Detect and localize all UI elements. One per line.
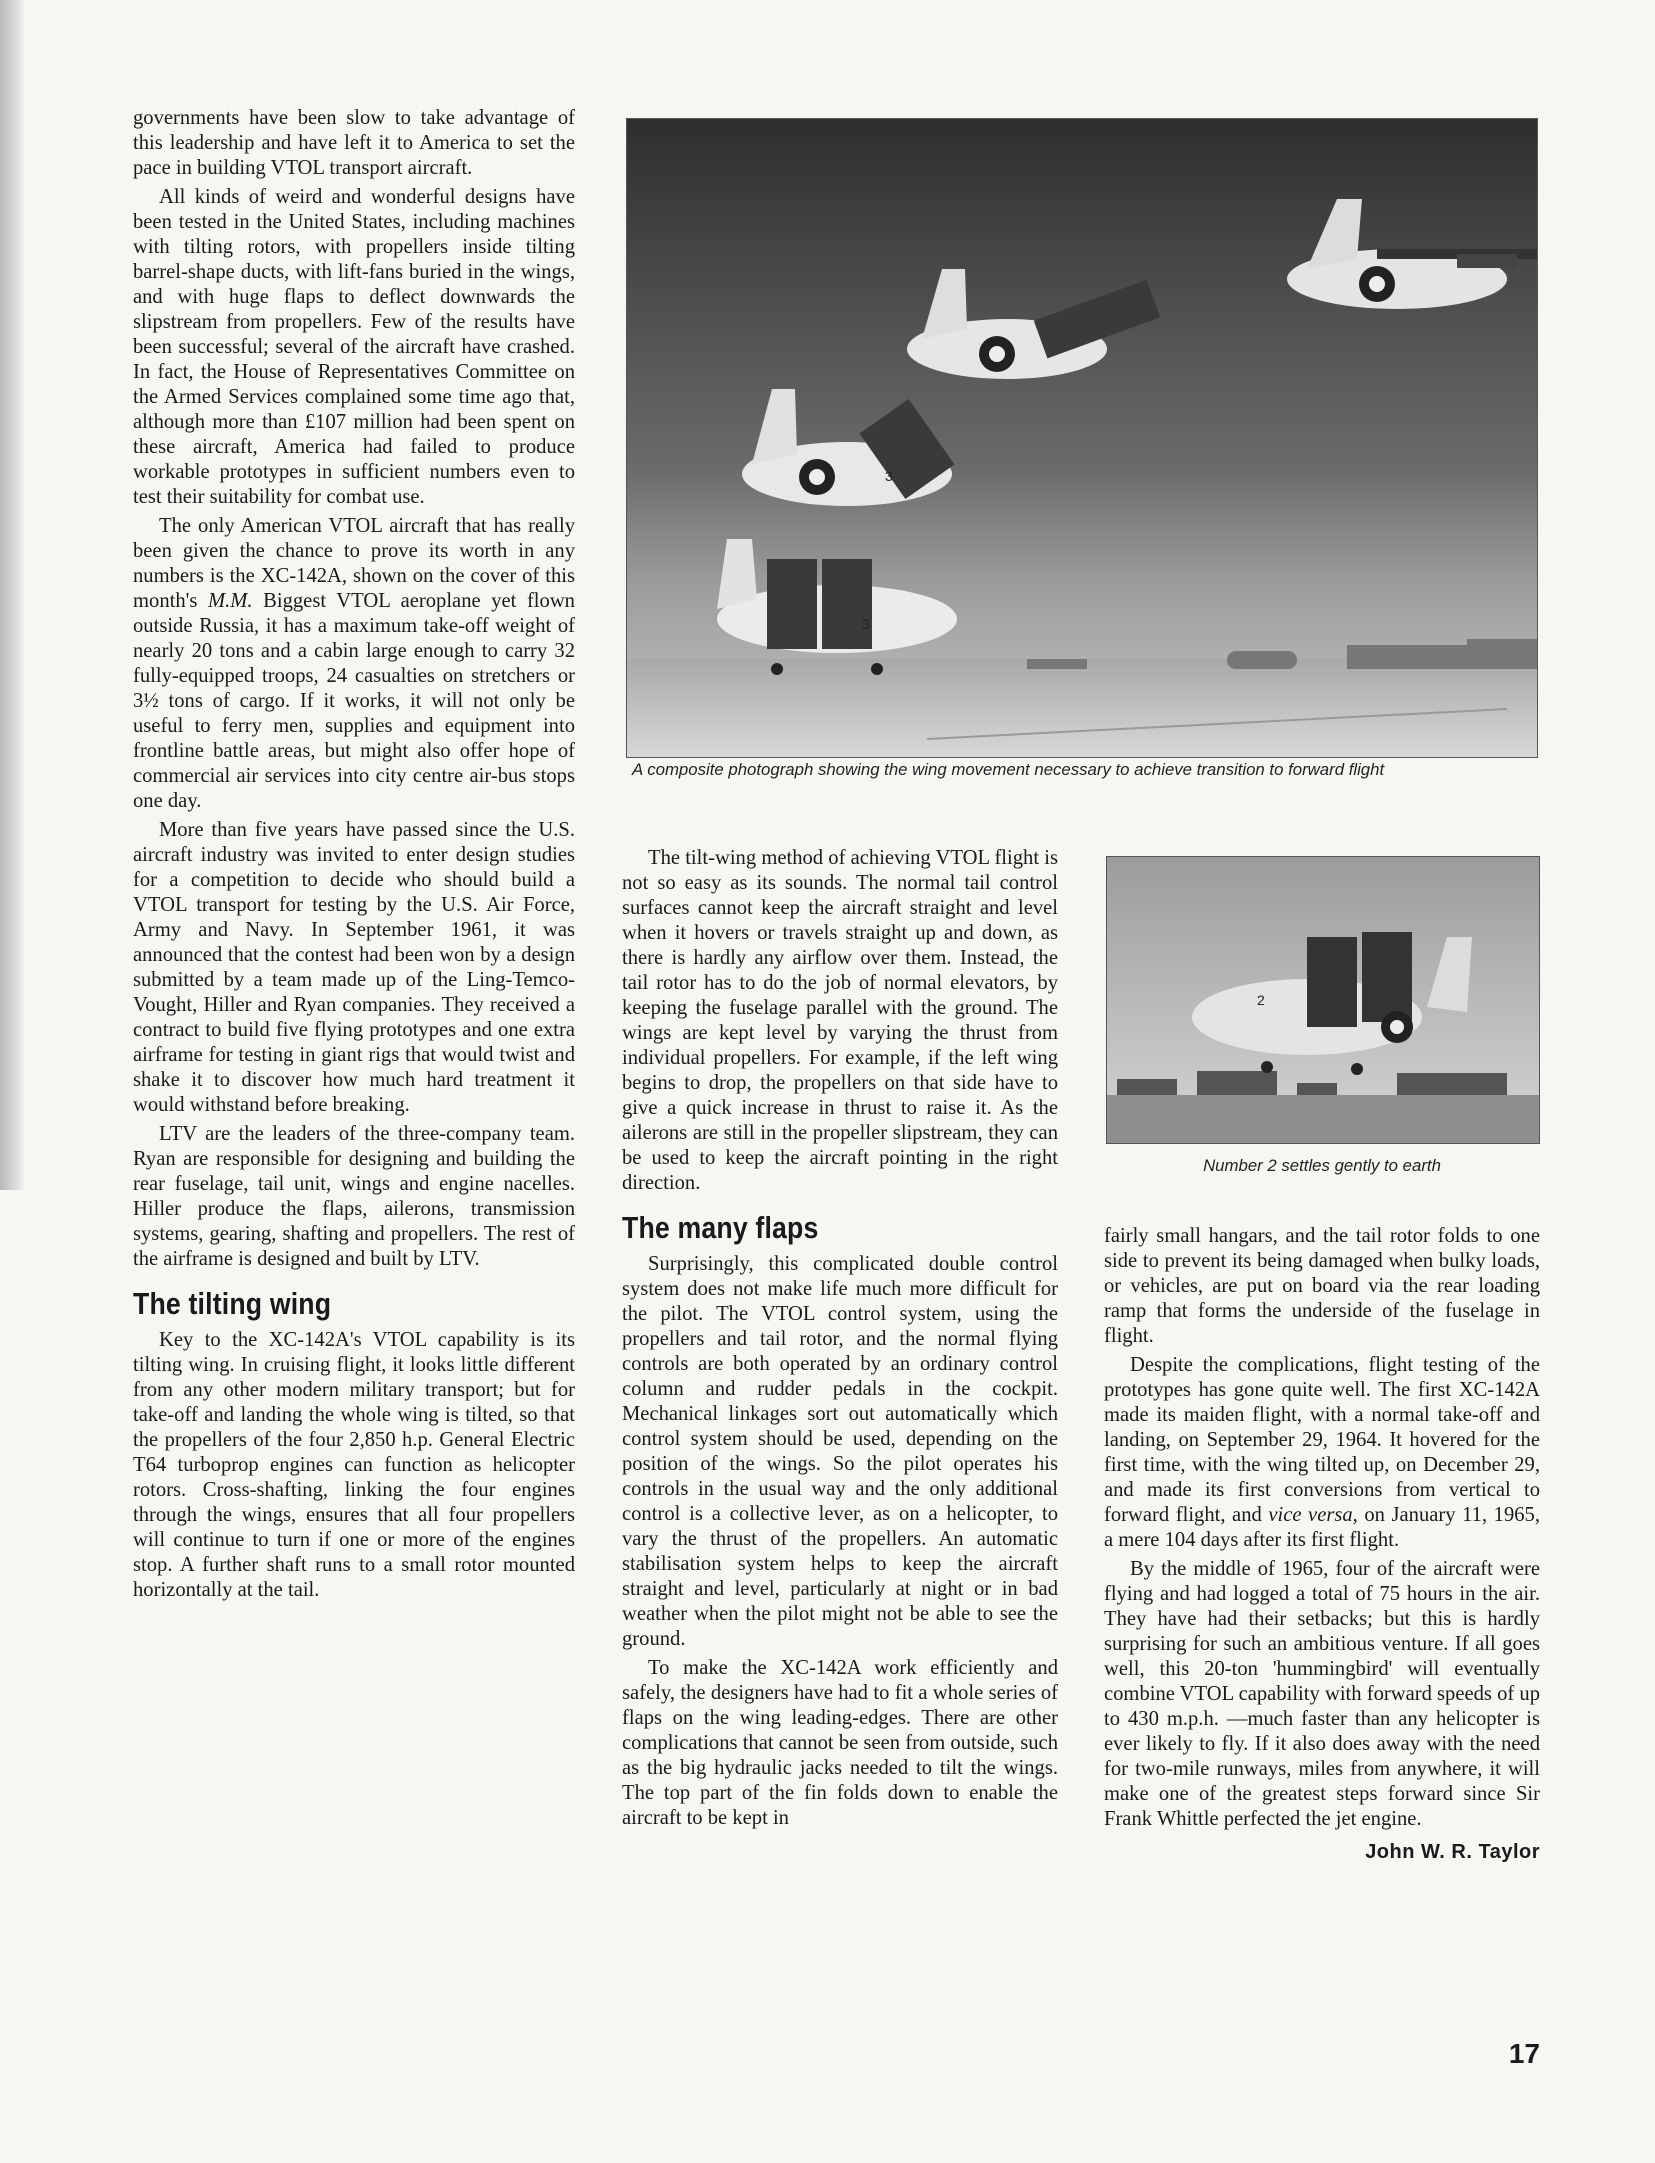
aircraft-number: 2 xyxy=(1257,992,1265,1008)
aircraft-number: 3 xyxy=(885,468,893,484)
paragraph: Key to the XC-142A's VTOL capability is its tilting wing. In cruising flight, it looks little different from any other modern military transport; but for take-off and landing the whole wing is tilted, so that the propellers of the four 2,850 h.p. General Electric T64 turboprop engines can function as helicopter rotors. Cross-shafting, linking the four engines through the wings, ensures that all four propellers will continue to turn if one or more of the engines stop. A further shaft runs to a small rotor mounted horizontally at the tail. xyxy=(133,1329,575,1601)
paragraph: governments have been slow to take advantage of this leadership and have left it to America to set the pace in building VTOL transport aircraft. xyxy=(133,107,575,179)
page-number: 17 xyxy=(1508,2038,1540,2069)
paragraph: Surprisingly, this complicated double control system does not make life much more difficult for the pilot. The VTOL control system, using the propellers and tail rotor, and the normal flying controls are both operated by an ordinary control column and rudder pedals in the cockpit. Mechanical linkages sort out automatically which control system should be used, depending on the position of the wings. So the pilot operates his controls in the usual way and the only additional control is a collective lever, as on a helicopter, to vary the thrust of the propellers. An automatic stabilisation system helps to keep the aircraft straight and level, particularly at night or in bad weather when the pilot might not be able to see the ground. xyxy=(622,1253,1058,1650)
paragraph: By the middle of 1965, four of the aircraft were flying and had logged a total of 75 hours in the air. They have had their setbacks; but this is hardly surprising for such an ambitious venture. If all goes well, this 20-ton 'hummingbird' will eventually combine VTOL capability with forward speeds of up to 430 m.p.h. —much faster than any helicopter is ever likely to fly. If it also does away with the need for two-mile runways, miles from anywhere, it will make one of the greatest steps forward since Sir Frank Whittle perfected the jet engine. xyxy=(1104,1558,1540,1830)
main-photo-caption: A composite photograph showing the wing movement necessary to achieve transition to forward flight xyxy=(632,760,1385,779)
paragraph: The tilt-wing method of achieving VTOL flight is not so easy as its sounds. The normal tail control surfaces cannot keep the aircraft straight and level when it hovers or travels straight up and down, as there is hardly any airflow over them. Instead, the tail rotor has to do the job of normal elevators, by keeping the fuselage parallel with the ground. The wings are kept level by varying the thrust from individual propellers. For example, if the left wing begins to drop, the propellers on that side have to give a quick increase in thrust to raise it. As the ailerons are still in the propeller slipstream, they can be used to keep the aircraft pointing in the right direction. xyxy=(622,847,1058,1194)
author-byline: John W. R. Taylor xyxy=(1365,1841,1540,1863)
paragraph: fairly small hangars, and the tail rotor folds to one side to prevent its being damaged when bulky loads, or vehicles, are put on board via the rear loading ramp that forms the underside of the fuselage in flight. xyxy=(1104,1225,1540,1347)
paragraph: Despite the complications, flight testing of the prototypes has gone quite well. The first XC-142A made its maiden flight, with a normal take-off and landing, on September 29, 1964. It hovered for the first time, with the wing tilted up, on December 29, and made its first conversions from vertical to forward flight, and vice versa, on January 11, 1965, a mere 104 days after its first flight. xyxy=(1104,1354,1540,1551)
paragraph: LTV are the leaders of the three-company team. Ryan are responsible for designing and building the rear fuselage, tail unit, wings and engine nacelles. Hiller produce the flaps, ailerons, transmission systems, gearing, shafting and propellers. The rest of the airframe is designed and built by LTV. xyxy=(133,1123,575,1270)
page-spine-shadow xyxy=(0,0,24,1190)
text-column-3 xyxy=(1104,1224,1540,1865)
text-column-2 xyxy=(622,846,1058,1831)
latin-phrase: vice versa xyxy=(1268,1504,1353,1526)
paragraph: The only American VTOL aircraft that has really been given the chance to prove its worth in any numbers is the XC-142A, shown on the cover of this month's M.M. Biggest VTOL aeroplane yet flown outside Russia, it has a maximum take-off weight of nearly 20 tons and a cabin large enough to carry 32 fully-equipped troops, 24 casualties on stretchers or 3½ tons of cargo. If it works, it will not only be useful to ferry men, supplies and equipment into frontline battle areas, but might also offer hope of commercial air services into city centre air-bus stops one day. xyxy=(133,515,575,812)
small-photo-caption: Number 2 settles gently to earth xyxy=(1203,1156,1441,1175)
text-column-1 xyxy=(133,106,575,1603)
paragraph: All kinds of weird and wonderful designs have been tested in the United States, including machines with tilting rotors, with propellers inside tilting barrel-shape ducts, with lift-fans buried in the wings, and with huge flaps to deflect downwards the slipstream from propellers. Few of the results have been successful; several of the aircraft have crashed. In fact, the House of Representatives Committee on the Armed Services complained some time ago that, although more than £107 million had been spent on these aircraft, America had failed to produce workable prototypes in sufficient numbers even to test their suitability for combat use. xyxy=(133,186,575,508)
paragraph: More than five years have passed since the U.S. aircraft industry was invited to enter design studies for a competition to decide who should build a VTOL transport for testing by the U.S. Air Force, Army and Navy. In September 1961, it was announced that the contest had been won by a design submitted by a team made up of the Ling-Temco-Vought, Hiller and Ryan companies. They received a contract to build five flying prototypes and one extra airframe for testing in giant rigs that would twist and shake it to discover how much hard treatment it would withstand before breaking. xyxy=(133,819,575,1116)
aircraft-illustration xyxy=(627,119,1537,757)
section-heading-tilting-wing: The tilting wing xyxy=(133,1286,332,1321)
composite-photo-xc142a xyxy=(626,118,1538,758)
section-heading-many-flaps: The many flaps xyxy=(622,1210,819,1245)
paragraph: To make the XC-142A work efficiently and safely, the designers have had to fit a whole series of flaps on the wing leading-edges. There are other complications that cannot be seen from outside, such as the big hydraulic jacks needed to tilt the wings. The top part of the fin folds down to enable the aircraft to be kept in xyxy=(622,1657,1058,1829)
magazine-abbrev: M.M. xyxy=(207,590,253,612)
aircraft-number: 3 xyxy=(862,616,870,632)
landing-photo xyxy=(1106,856,1540,1144)
aircraft-illustration xyxy=(1107,857,1539,1143)
